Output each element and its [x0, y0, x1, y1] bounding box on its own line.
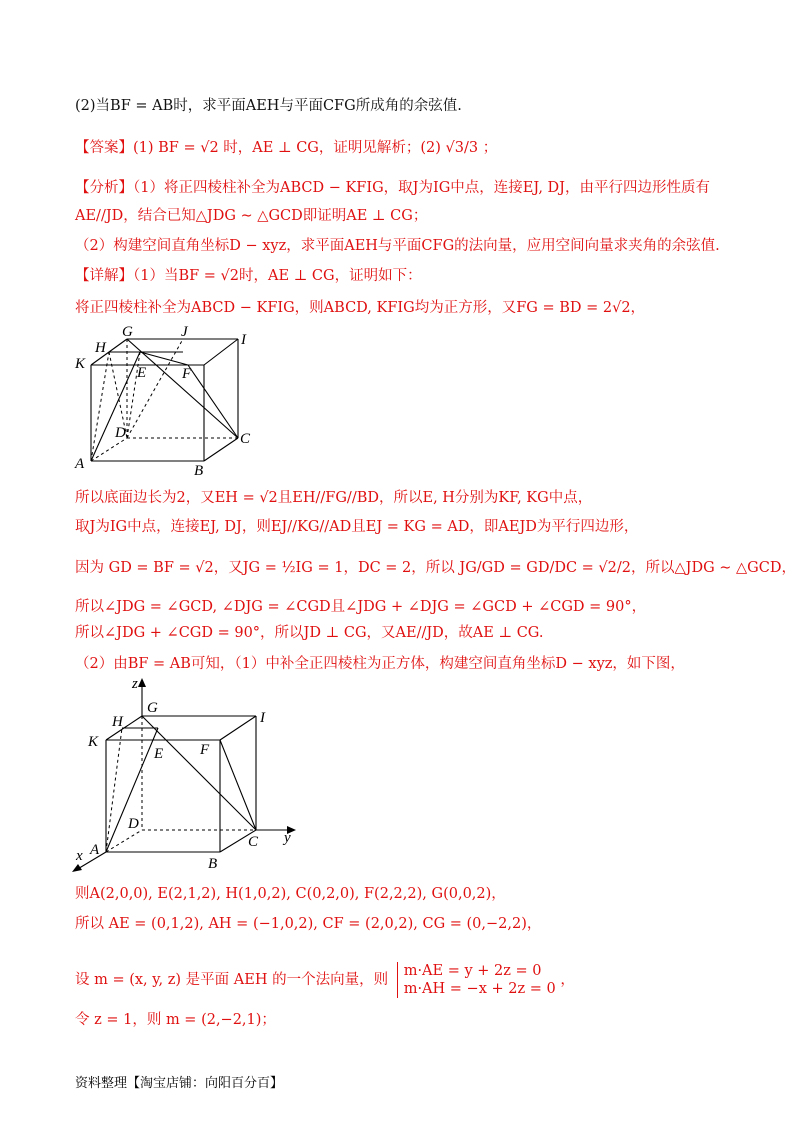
label-c2: C [248, 834, 259, 850]
question-2: (2)当BF = AB时，求平面AEH与平面CFG所成角的余弦值. [75, 98, 462, 114]
label-a2: A [90, 842, 100, 858]
label-e2: E [154, 746, 164, 762]
label-b2: B [208, 856, 218, 872]
answer-line: 【答案】(1) BF = √2 时，AE ⊥ CG，证明见解析；(2) √3/3 ； [75, 140, 498, 156]
label-x: x [76, 848, 83, 864]
label-j: J [181, 324, 188, 340]
label-k: K [75, 356, 86, 372]
proof-line-1: 所以底面边长为2，又EH = √2且EH//FG//BD，所以E, H分别为KF, KG中点， [75, 490, 593, 506]
part2-line: （2）由BF = AB可知，（1）中补全正四棱柱为正方体，构建空间直角坐标D − xyz，如下图， [75, 656, 685, 672]
cube-figure-2 [62, 674, 302, 874]
analysis-line-2: AE//JD，结合已知△JDG ∼ △GCD即证明AE ⊥ CG； [75, 208, 428, 224]
label-e: E [137, 365, 147, 381]
proof-line-2: 取J为IG中点，连接EJ, DJ，则EJ//KG//AD且EJ = KG = AD，即AEJD为平行四边形， [75, 519, 639, 535]
footer: 资料整理【淘宝店铺：向阳百分百】 [75, 1076, 284, 1091]
label-f: F [182, 366, 192, 382]
proof-line-4: 所以∠JDG = ∠GCD, ∠DJG = ∠CGD且∠JDG + ∠DJG = ∠GCD + ∠CGD = 90°， [75, 599, 647, 615]
label-i: I [241, 332, 246, 348]
label-d2: D [128, 816, 139, 832]
coord-line-2: 所以 AE = (0,1,2), AH = (−1,0,2), CF = (2,0,2), CG = (0,−2,2)， [75, 916, 542, 932]
label-g2: G [147, 700, 158, 716]
proof-line-3: 因为 GD = BF = √2，又JG = ½IG = 1，DC = 2，所以 JG/GD = GD/DC = √2/2，所以△JDG ∼ △GCD， [75, 560, 796, 576]
label-y: y [284, 830, 291, 846]
detail-line-1: 【详解】（1）当BF = √2时，AE ⊥ CG，证明如下： [75, 268, 422, 284]
label-d: D [115, 425, 126, 441]
coord-line-1: 则A(2,0,0), E(2,1,2), H(1,0,2), C(0,2,0), F(2,2,2), G(0,0,2)， [75, 886, 506, 902]
label-c: C [240, 431, 251, 447]
label-k2: K [88, 734, 99, 750]
label-a: A [75, 456, 85, 472]
label-f2: F [200, 742, 210, 758]
coord-line-4: 令 z = 1，则 m = (2,−2,1)； [75, 1012, 276, 1028]
analysis-line-3: （2）构建空间直角坐标D − xyz，求平面AEH与平面CFG的法向量，应用空间向量求夹角的余弦值. [75, 238, 720, 254]
normal-vector-intro: 设 m = (x, y, z) 是平面 AEH 的一个法向量，则 [75, 972, 389, 988]
label-g: G [122, 324, 133, 340]
label-i2: I [260, 710, 265, 726]
label-z: z [132, 676, 138, 692]
equation-1: m·AE = y + 2z = 0 [403, 963, 542, 979]
analysis-line-1: 【分析】（1）将正四棱柱补全为ABCD − KFIG，取J为IG中点，连接EJ, DJ，由平行四边形性质有 [75, 180, 710, 196]
label-h2: H [112, 714, 123, 730]
equation-2: m·AH = −x + 2z = 0 [403, 981, 556, 997]
normal-vector-line: 设 m = (x, y, z) 是平面 AEH 的一个法向量，则 m·AE = y + 2z = 0 m·AH = −x + 2z = 0 ， [75, 963, 575, 997]
detail-line-2: 将正四棱柱补全为ABCD − KFIG，则ABCD, KFIG均为正方形，又FG = BD = 2√2， [75, 300, 646, 316]
proof-line-5: 所以∠JDG + ∠CGD = 90°，所以JD ⊥ CG，又AE//JD，故AE ⊥ CG. [75, 625, 544, 641]
label-b: B [194, 463, 204, 479]
label-h: H [95, 340, 106, 356]
prism-figure-1 [70, 322, 270, 480]
